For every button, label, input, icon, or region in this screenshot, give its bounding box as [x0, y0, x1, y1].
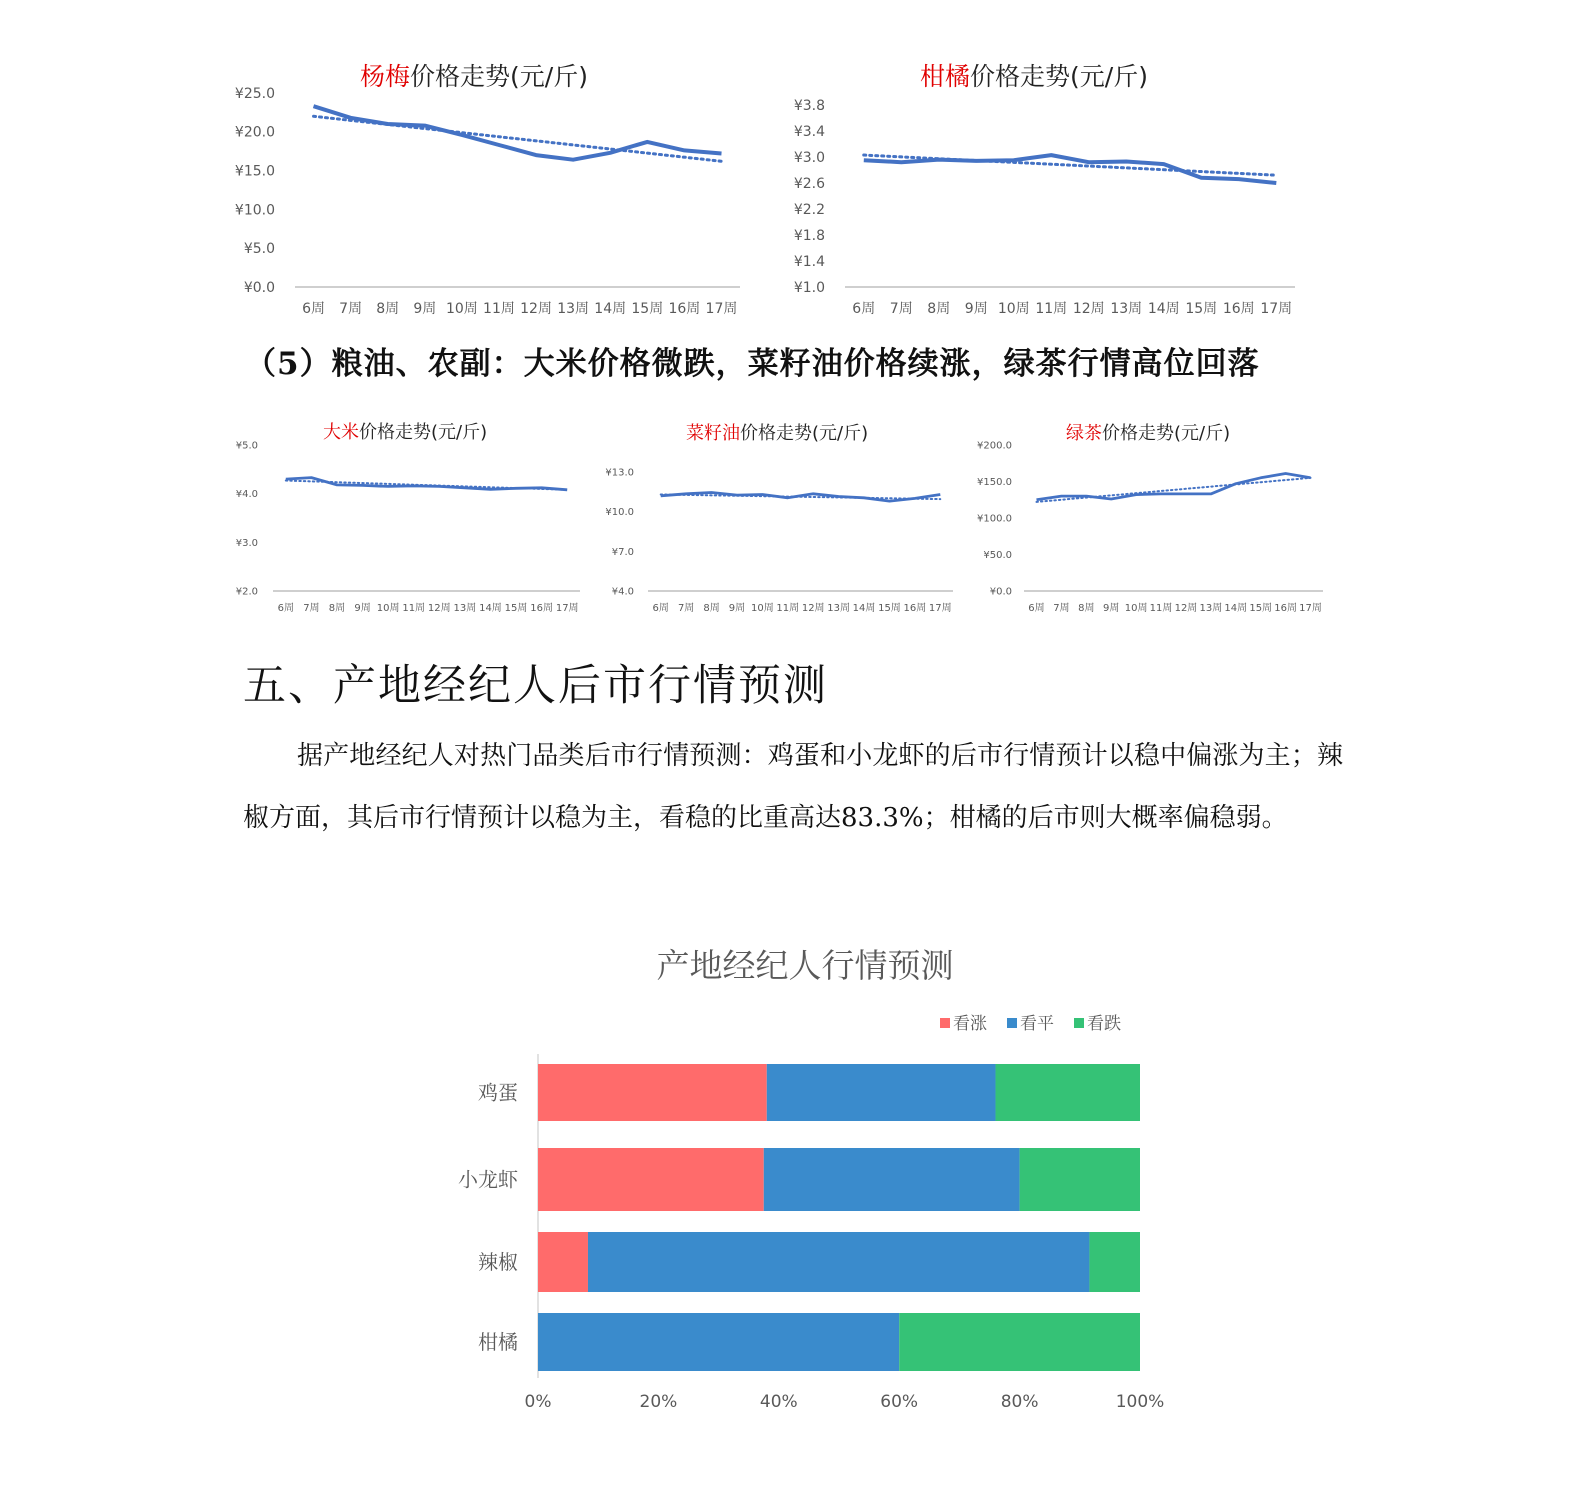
bar-segment: [538, 1232, 588, 1292]
x-tick-label: 80%: [1000, 1392, 1039, 1412]
chart-title: [360, 62, 588, 91]
x-tick-label: 8周: [927, 301, 951, 317]
y-tick-label: ¥2.2: [793, 201, 825, 218]
chart-title-highlight: 大米: [323, 422, 359, 443]
x-tick-label: 11周: [1149, 603, 1173, 614]
y-tick-label: ¥3.4: [793, 123, 825, 140]
category-label: 辣椒: [478, 1250, 518, 1274]
x-tick-label: 100%: [1115, 1392, 1165, 1412]
chart-title-rest: 价格走势(元/斤): [1102, 423, 1231, 444]
x-tick-label: 14周: [1147, 301, 1180, 317]
y-tick-label: ¥4.0: [235, 489, 258, 501]
x-tick-label: 40%: [759, 1392, 798, 1412]
x-tick-label: 10周: [376, 603, 400, 614]
x-tick-label: 14周: [594, 301, 627, 317]
x-tick-label: 10周: [445, 301, 478, 317]
x-tick-label: 17周: [928, 603, 952, 614]
x-tick-label: 6周: [277, 603, 294, 614]
series-line: [314, 106, 722, 160]
x-tick-label: 9周: [728, 603, 746, 614]
x-tick-label: 14周: [479, 603, 502, 614]
x-tick-label: 11周: [776, 603, 800, 614]
y-tick-label: ¥200.0: [977, 440, 1012, 452]
y-tick-label: ¥7.0: [611, 546, 634, 558]
y-tick-label: ¥1.0: [793, 279, 825, 296]
x-tick-label: 20%: [639, 1392, 678, 1412]
x-tick-label: 7周: [889, 301, 913, 317]
chart-title: [323, 422, 487, 443]
bar-segment: [538, 1148, 764, 1211]
x-tick-label: 7周: [303, 603, 320, 614]
bar-segment: [899, 1313, 1140, 1371]
y-tick-label: ¥25.0: [234, 85, 275, 102]
x-tick-label: 11周: [402, 603, 426, 614]
x-tick-label: 7周: [1053, 603, 1070, 614]
chart-title-highlight: 绿茶: [1066, 423, 1102, 444]
y-tick-label: ¥3.8: [793, 97, 825, 114]
category-label: 小龙虾: [458, 1167, 518, 1192]
y-tick-label: ¥1.8: [793, 227, 825, 244]
x-tick-label: 9周: [413, 301, 437, 317]
x-tick-label: 15周: [631, 301, 664, 317]
bar-segment: [538, 1064, 767, 1121]
chart-title-highlight: 杨梅: [360, 62, 411, 91]
x-tick-label: 16周: [530, 603, 553, 614]
x-tick-label: 6周: [652, 603, 669, 614]
x-tick-label: 8周: [328, 603, 346, 614]
series-line: [864, 155, 1277, 183]
y-tick-label: ¥4.0: [611, 586, 634, 598]
y-tick-label: ¥13.0: [605, 467, 634, 479]
bar-segment: [1089, 1232, 1140, 1292]
x-tick-label: 15周: [878, 603, 901, 614]
chart-title: [920, 62, 1148, 91]
line-chart-bayberry: [225, 55, 765, 325]
chart-title-rest: 价格走势(元/斤): [970, 62, 1148, 91]
line-chart-rapeseed-oil: [598, 415, 968, 620]
chart-title-rest: 价格走势(元/斤): [410, 62, 588, 91]
chart-title: [1066, 423, 1230, 444]
chart-title-rest: 价格走势(元/斤): [359, 422, 488, 443]
x-tick-label: 15周: [1249, 603, 1273, 614]
y-tick-label: ¥10.0: [605, 507, 634, 519]
x-tick-label: 17周: [1260, 301, 1293, 317]
y-tick-label: ¥2.0: [235, 586, 258, 598]
y-tick-label: ¥1.4: [793, 253, 825, 270]
y-tick-label: ¥150.0: [977, 477, 1012, 488]
y-tick-label: ¥100.0: [977, 513, 1012, 525]
x-tick-label: 17周: [555, 603, 579, 614]
x-tick-label: 0%: [524, 1392, 552, 1412]
x-tick-label: 7周: [677, 603, 695, 614]
legend-swatch: [1074, 1018, 1084, 1028]
line-chart-rice: [225, 415, 595, 620]
x-tick-label: 13周: [1110, 301, 1143, 317]
x-tick-label: 17周: [705, 301, 738, 317]
x-tick-label: 13周: [827, 603, 850, 614]
category-label: 柑橘: [478, 1330, 518, 1354]
x-tick-label: 13周: [557, 301, 590, 317]
x-tick-label: 7周: [339, 301, 363, 317]
x-tick-label: 60%: [880, 1392, 919, 1412]
legend-label: 看平: [1020, 1014, 1054, 1034]
x-tick-label: 9周: [354, 603, 371, 614]
bar-segment: [764, 1148, 1020, 1211]
chart-title-rest: 价格走势(元/斤): [740, 423, 869, 444]
bar-segment: [767, 1064, 996, 1121]
trendline: [1036, 478, 1310, 502]
x-tick-label: 13周: [453, 603, 477, 614]
series-line: [661, 493, 941, 502]
series-line: [1037, 474, 1311, 500]
x-tick-label: 6周: [852, 301, 876, 317]
y-tick-label: ¥0.0: [243, 279, 275, 296]
y-tick-label: ¥2.6: [793, 175, 825, 192]
x-tick-label: 6周: [302, 301, 326, 317]
category-label: 鸡蛋: [478, 1080, 518, 1105]
chart-title: [686, 423, 868, 444]
stacked-bar-chart-forecast: [430, 930, 1210, 1430]
chapter-title: 五、产地经纪人后市行情预测: [243, 661, 828, 711]
y-tick-label: ¥0.0: [989, 586, 1012, 598]
legend-swatch: [940, 1018, 950, 1028]
x-tick-label: 10周: [997, 301, 1030, 317]
x-tick-label: 16周: [1222, 301, 1255, 317]
x-tick-label: 8周: [1078, 603, 1095, 614]
line-chart-green-tea: [968, 415, 1338, 620]
y-tick-label: ¥5.0: [235, 440, 258, 452]
bar-segment: [538, 1313, 899, 1371]
y-tick-label: ¥50.0: [983, 550, 1012, 561]
line-chart-citrus: [780, 55, 1320, 325]
y-tick-label: ¥3.0: [793, 149, 825, 166]
bar-segment: [996, 1064, 1140, 1121]
section-heading: （5）粮油、农副：大米价格微跌，菜籽油价格续涨，绿茶行情高位回落: [245, 346, 1260, 382]
y-tick-label: ¥3.0: [235, 537, 258, 549]
x-tick-label: 11周: [483, 301, 515, 317]
x-tick-label: 8周: [376, 301, 400, 317]
legend-label: 看跌: [1087, 1014, 1121, 1034]
x-tick-label: 14周: [1224, 603, 1248, 614]
x-tick-label: 12周: [520, 301, 552, 317]
x-tick-label: 14周: [852, 603, 876, 614]
x-tick-label: 10周: [1124, 603, 1148, 614]
x-tick-label: 8周: [703, 603, 720, 614]
x-tick-label: 15周: [1185, 301, 1218, 317]
chart-title-highlight: 柑橘: [920, 62, 971, 91]
x-tick-label: 16周: [668, 301, 701, 317]
x-tick-label: 9周: [964, 301, 988, 317]
series-line: [286, 478, 567, 490]
x-tick-label: 13周: [1199, 603, 1223, 614]
x-tick-label: 12周: [427, 603, 451, 614]
x-tick-label: 10周: [751, 603, 774, 614]
x-tick-label: 15周: [504, 603, 528, 614]
x-tick-label: 12周: [1174, 603, 1198, 614]
y-tick-label: ¥5.0: [243, 241, 275, 258]
x-tick-label: 12周: [801, 603, 825, 614]
x-tick-label: 16周: [1274, 603, 1297, 614]
body-paragraph: 据产地经纪人对热门品类后市行情预测：鸡蛋和小龙虾的后市行情预计以稳中偏涨为主；辣椒方面，其后市行情预计以稳为主，看稳的比重高达83.3%；柑橘的后市则大概率偏稳弱。: [243, 741, 1343, 833]
legend-label: 看涨: [953, 1014, 987, 1034]
chart-title: 产地经纪人行情预测: [656, 946, 954, 985]
chart-title-highlight: 菜籽油: [686, 423, 740, 444]
x-tick-label: 6周: [1028, 603, 1045, 614]
bar-segment: [1020, 1148, 1140, 1211]
bar-segment: [588, 1232, 1089, 1292]
x-tick-label: 12周: [1072, 301, 1105, 317]
y-tick-label: ¥20.0: [234, 124, 275, 141]
x-tick-label: 11周: [1035, 301, 1068, 317]
y-tick-label: ¥10.0: [234, 202, 275, 219]
y-tick-label: ¥15.0: [234, 163, 275, 180]
x-tick-label: 16周: [903, 603, 927, 614]
x-tick-label: 17周: [1299, 603, 1322, 614]
legend-swatch: [1007, 1018, 1017, 1028]
x-tick-label: 9周: [1103, 603, 1120, 614]
